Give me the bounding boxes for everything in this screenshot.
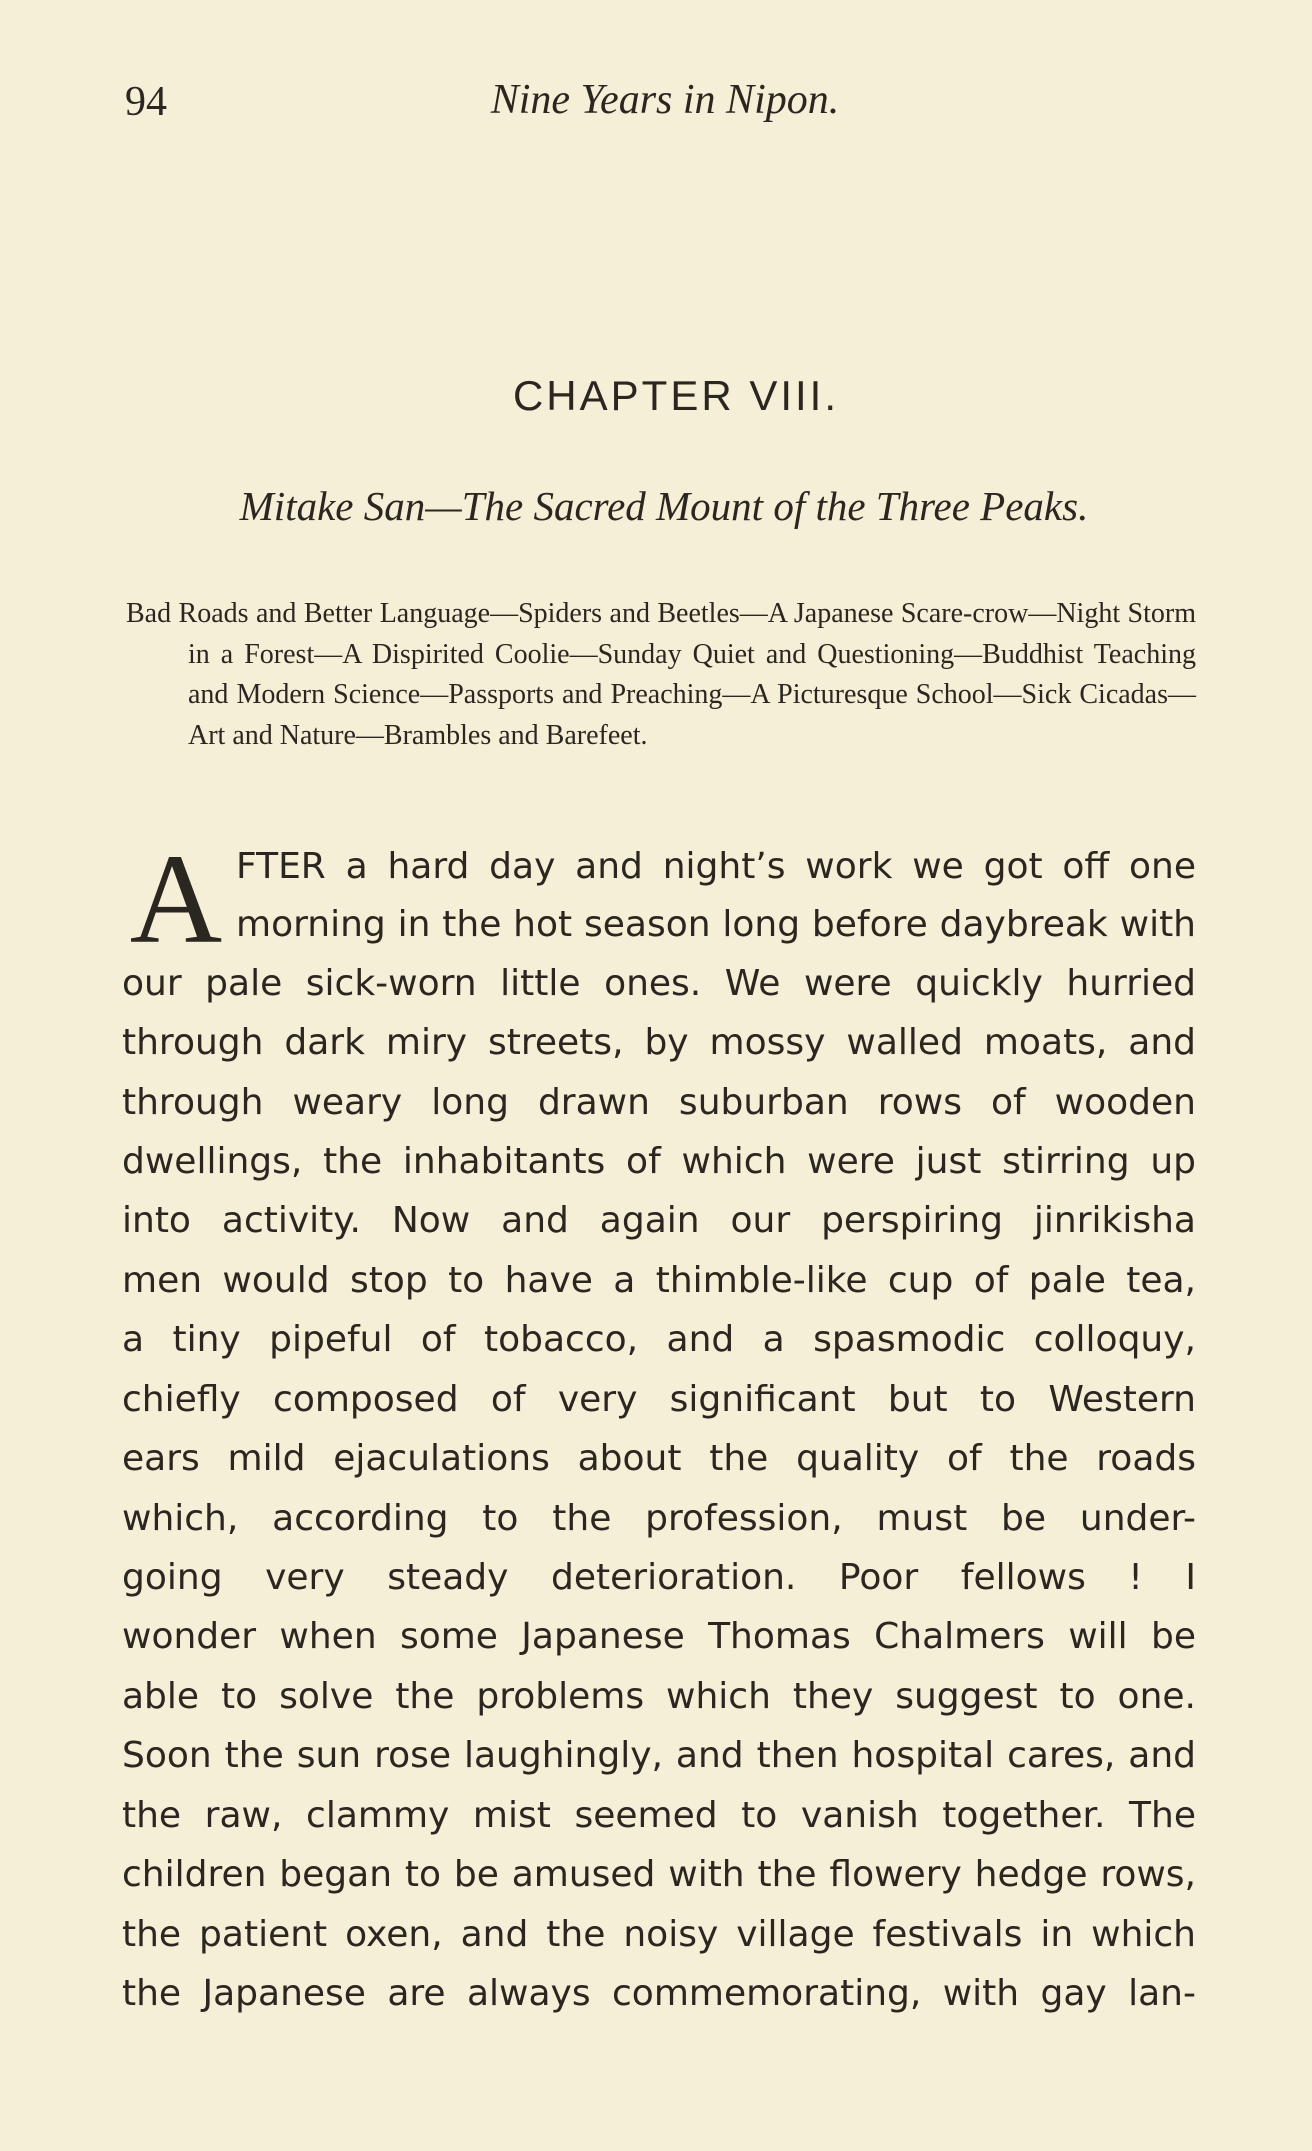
body-line: the raw, clammy mist seemed to vanish together. The bbox=[122, 1795, 1196, 1836]
chapter-title: Mitake San—The Sacred Mount of the Three Peaks. bbox=[239, 483, 1089, 529]
body-line: able to solve the problems which they suggest to one. bbox=[122, 1676, 1196, 1717]
body-line: a tiny pipeful of tobacco, and a spasmodic colloquy, bbox=[122, 1319, 1196, 1360]
body-line: wonder when some Japanese Thomas Chalmers will be bbox=[122, 1616, 1196, 1657]
chapter-label: CHAPTER VIII. bbox=[512, 372, 840, 419]
body-line: dwellings, the inhabitants of which were just stirring up bbox=[122, 1141, 1196, 1182]
body-line: the patient oxen, and the noisy village festivals in which bbox=[122, 1914, 1196, 1955]
body-line: men would stop to have a thimble-like cup of pale tea, bbox=[122, 1260, 1196, 1301]
body-line: Soon the sun rose laughingly, and then hospital cares, and bbox=[122, 1735, 1196, 1776]
body-line: the Japanese are always commemorating, with gay lan- bbox=[122, 1973, 1196, 2014]
body-line: through dark miry streets, by mossy walled moats, and bbox=[122, 1022, 1196, 1063]
running-head: Nine Years in Nipon. bbox=[490, 77, 840, 123]
body-line: children began to be amused with the flowery hedge rows, bbox=[122, 1854, 1196, 1895]
body-line: our pale sick-worn little ones. We were quickly hurried bbox=[122, 963, 1196, 1004]
page-number: 94 bbox=[125, 79, 167, 125]
body-line: into activity. Now and again our perspiring jinrikisha bbox=[122, 1200, 1196, 1241]
body-line: going very steady deterioration. Poor fellows ! I bbox=[122, 1557, 1196, 1598]
drop-cap: A bbox=[129, 828, 223, 970]
body-line: which, according to the profession, must be under- bbox=[122, 1498, 1196, 1539]
body-line: FTER a hard day and night’s work we got off one bbox=[236, 846, 1196, 887]
body-line: chiefly composed of very significant but to Western bbox=[122, 1379, 1196, 1420]
chapter-summary: Bad Roads and Better Language—Spiders and Beetles—A Japanese Scare-crow—Night Storm in a Forest—A Dispirited Coolie—Sunday Quiet and Questioning—Buddhist Teaching and Modern Science—Passports and Preaching—A Picturesque School—Sick Cicadas—Art and Nature—Brambles and Barefeet. bbox=[126, 598, 1196, 751]
body-line: morning in the hot season long before daybreak with bbox=[236, 904, 1196, 945]
body-line: ears mild ejaculations about the quality of the roads bbox=[122, 1438, 1196, 1479]
body-line: through weary long drawn suburban rows of wooden bbox=[122, 1082, 1196, 1123]
